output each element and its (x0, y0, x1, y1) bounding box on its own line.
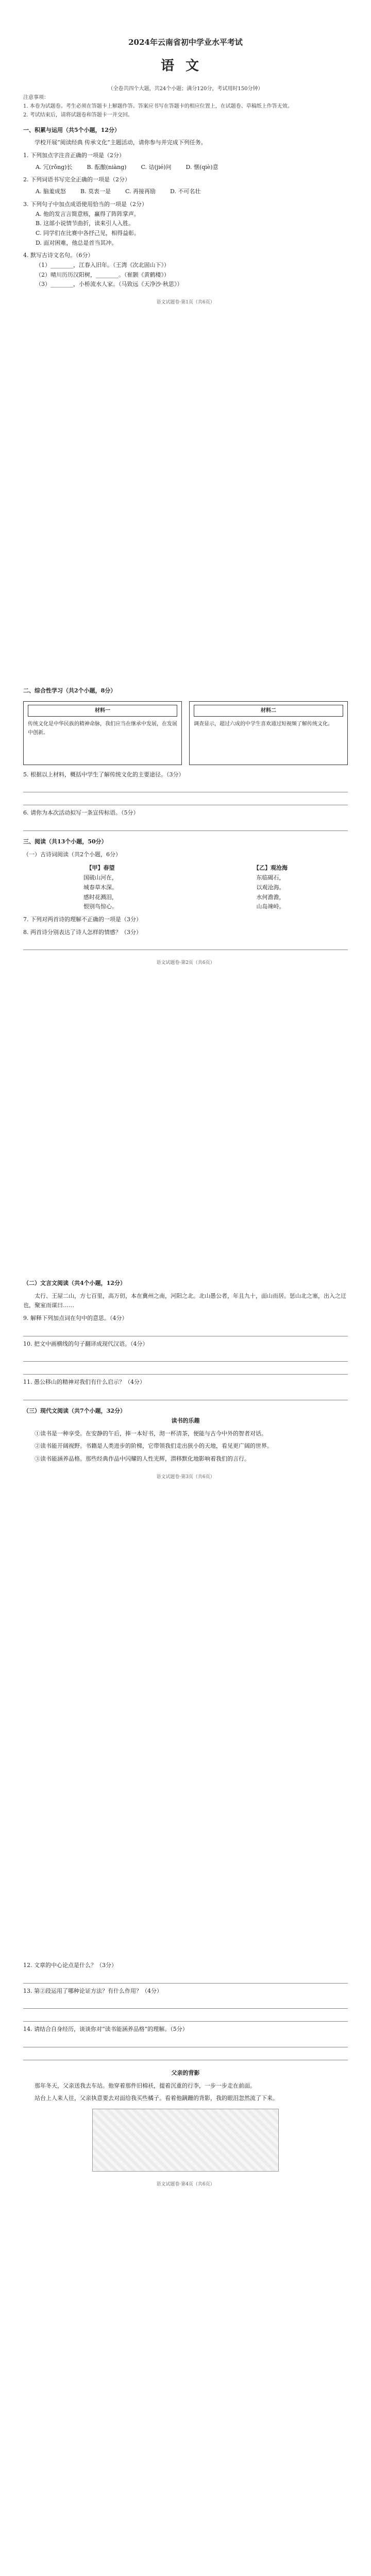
modern-title: （三）现代文阅读（共7个小题，32分） (23, 1408, 126, 1415)
question-14: 14. 请结合自身经历，谈谈你对“读书能涵养品格”的理解。（5分） (23, 2026, 188, 2033)
option: D. 面对困难，他总是首当其冲。 (36, 239, 117, 246)
question-13: 13. 第②段运用了哪种论证方法？有什么作用？（4分） (23, 1987, 162, 1994)
section2-title: 二、综合性学习（共2个小题，8分） (23, 687, 116, 694)
material-right-title: 材料二 (194, 705, 343, 717)
answer-line (23, 1999, 348, 2009)
poem-line: 山岛竦峙。 (256, 903, 285, 910)
page-1 (23, 21, 348, 307)
answer-line (23, 1974, 348, 1984)
question-4-lines (36, 261, 348, 290)
option: D. 不可名壮 (170, 188, 201, 195)
page-footer: 语文试题卷·第3页（共6页） (156, 1474, 215, 1480)
exam-title: 2024年云南省初中学业水平考试 (128, 38, 243, 47)
note-2: 2. 考试结束后，请将试题卷和答题卡一并交回。 (23, 112, 133, 118)
article-paragraph: ①读书是一种享受。在安静的午后，捧一本好书，沏一杯清茶，便能与古今中外的智者对话。 (35, 1430, 267, 1437)
question-12: 12. 文章的中心论点是什么？（3分） (23, 1962, 117, 1969)
answer-line (23, 2038, 348, 2047)
page-2 (23, 680, 348, 968)
question-7: 7. 下列对两首诗的理解不正确的一项是（3分） (23, 916, 142, 923)
answer-line (23, 2050, 348, 2060)
answer-line (23, 1327, 348, 1336)
poem-line: 国破山河在， (83, 874, 117, 882)
article-paragraph: ③读书能涵养品格。那些经典作品中闪耀的人性光辉，潜移默化地影响着我们的言行。 (35, 1455, 250, 1462)
material-box-right (189, 701, 348, 765)
page-footer: 语文试题卷·第4页（共6页） (156, 2182, 215, 2188)
answer-line (23, 2012, 348, 2022)
option: C. 诘(jié)问 (141, 163, 172, 171)
poem-b-title: 【乙】观沧海 (254, 865, 288, 872)
answer-line (23, 940, 348, 950)
answer-line (23, 1391, 348, 1400)
story-paragraph: 站台上人来人往，父亲执意要去对面给我买些橘子。看着他蹒跚的背影，我的眼泪忽然流了下来。 (35, 2095, 278, 2102)
poem-line: 以观沧海。 (256, 884, 285, 891)
question-6: 6. 请你为本次活动拟写一条宣传标语。（5分） (23, 809, 139, 817)
answer-line (23, 1352, 348, 1362)
subject-title: 语文 (160, 58, 210, 74)
question-3: 3. 下列句子中加点成语使用恰当的一项是（2分） (23, 200, 147, 208)
page-3 (23, 1273, 348, 1481)
page-footer: 语文试题卷·第2页（共6页） (156, 960, 215, 966)
illustration-image (92, 2109, 279, 2172)
poetry-subtitle: （一）古诗词阅读（共2个小题，6分） (23, 851, 121, 858)
notes-heading: 注意事项： (23, 94, 49, 100)
page-4 (23, 1958, 348, 2189)
classical-text: 太行、王屋二山，方七百里，高万仞，本在冀州之南，河阳之北。北山愚公者，年且九十，面山而居。惩山北之塞，出入之迂也，聚室而谋曰…… (23, 1292, 346, 1309)
note-1: 1. 本卷为试题卷。考生必须在答题卡上解题作答。答案应书写在答题卡的相应位置上，在试题卷、草稿纸上作答无效。 (23, 103, 293, 109)
answer-line (23, 821, 348, 831)
material-right-text: 调查显示，超过六成的中学生喜欢通过短视频了解传统文化。 (194, 721, 333, 727)
question-11: 11. 愚公移山的精神对我们有什么启示？（4分） (23, 1379, 145, 1386)
question-3-options (36, 210, 348, 248)
option: B. 酝酿(niàng) (87, 163, 127, 171)
classical-title: （二）文言文阅读（共4个小题，12分） (23, 1280, 126, 1286)
question-8: 8. 两首诗分别表达了诗人怎样的情感？（3分） (23, 928, 142, 936)
page-footer: 语文试题卷·第1页（共6页） (156, 300, 215, 305)
material-left-title: 材料一 (28, 705, 177, 717)
answer-line (23, 1365, 348, 1375)
question-2-options (36, 187, 348, 197)
option: A. 冗(rǒng)长 (36, 163, 73, 171)
story-paragraph: 那年冬天，父亲送我去车站。他穿着那件旧棉袄，提着沉重的行李，一步一步走在前面。 (35, 2082, 256, 2089)
poem-line: 水何澹澹， (256, 893, 285, 901)
question-4: 4. 默写古诗文名句。（6分） (23, 252, 94, 259)
option: A. 他的发言言简意赅，赢得了阵阵掌声。 (36, 210, 140, 217)
recitation-line: （3）________，小桥流水人家。（马致远《天净沙·秋思》） (36, 281, 183, 288)
poem-a-title: 【甲】春望 (86, 865, 115, 872)
poem-line: 城春草木深。 (83, 884, 117, 891)
question-10: 10. 把文中画横线的句子翻译成现代汉语。（4分） (23, 1340, 148, 1347)
recitation-line: （2）晴川历历汉阳树，________。（崔颢《黄鹤楼》） (36, 271, 170, 278)
poems-row (23, 863, 348, 911)
poem-line: 恨别鸟惊心。 (83, 903, 117, 910)
materials-row (23, 701, 348, 765)
poem-line: 感时花溅泪， (83, 893, 117, 901)
question-1-options (36, 163, 348, 173)
section3-title: 三、阅读（共13个小题，50分） (23, 838, 107, 845)
recitation-line: （1）________，江春入旧年。（王湾《次北固山下》） (36, 261, 170, 268)
option: D. 惬(qiè)意 (185, 163, 218, 171)
question-9: 9. 解释下列加点词在句中的意思。（4分） (23, 1315, 128, 1322)
section1-intro: 学校开展“阅读经典 传承文化”主题活动，请你参与并完成下列任务。 (35, 139, 207, 146)
option: B. 这部小说情节曲折，读来引人入胜。 (36, 220, 134, 227)
option: C. 同学们在比赛中各抒己见，相得益彰。 (36, 229, 140, 236)
question-1: 1. 下列加点字注音正确的一项是（2分） (23, 152, 125, 159)
answer-line (23, 783, 348, 792)
exam-instructions: （全卷共四个大题，共24个小题；满分120分，考试用时150分钟） (108, 86, 263, 92)
option: A. 脑羞成怒 (36, 188, 66, 195)
story-title: 父亲的背影 (171, 2070, 200, 2077)
poem-b (193, 863, 348, 911)
option: B. 莫衷一是 (80, 188, 111, 195)
section1-title: 一、积累与运用（共5个小题，12分） (23, 126, 120, 133)
poem-line: 东临碣石， (256, 874, 285, 882)
article-title: 读书的乐趣 (171, 1417, 200, 1424)
material-left-text: 传统文化是中华民族的精神命脉，我们应当在继承中发展，在发展中创新。 (28, 721, 177, 736)
material-box-left (23, 701, 182, 765)
poem-a (23, 863, 178, 911)
question-5: 5. 根据以上材料，概括中学生了解传统文化的主要途径。（3分） (23, 771, 184, 778)
answer-line (23, 795, 348, 805)
option: C. 再接再励 (125, 188, 156, 195)
question-2: 2. 下列词语书写完全正确的一项是（2分） (23, 176, 130, 183)
article-paragraph: ②读书能开阔视野。书籍是人类进步的阶梯，它带领我们走出狭小的天地，看见更广阔的世界。 (35, 1443, 273, 1450)
